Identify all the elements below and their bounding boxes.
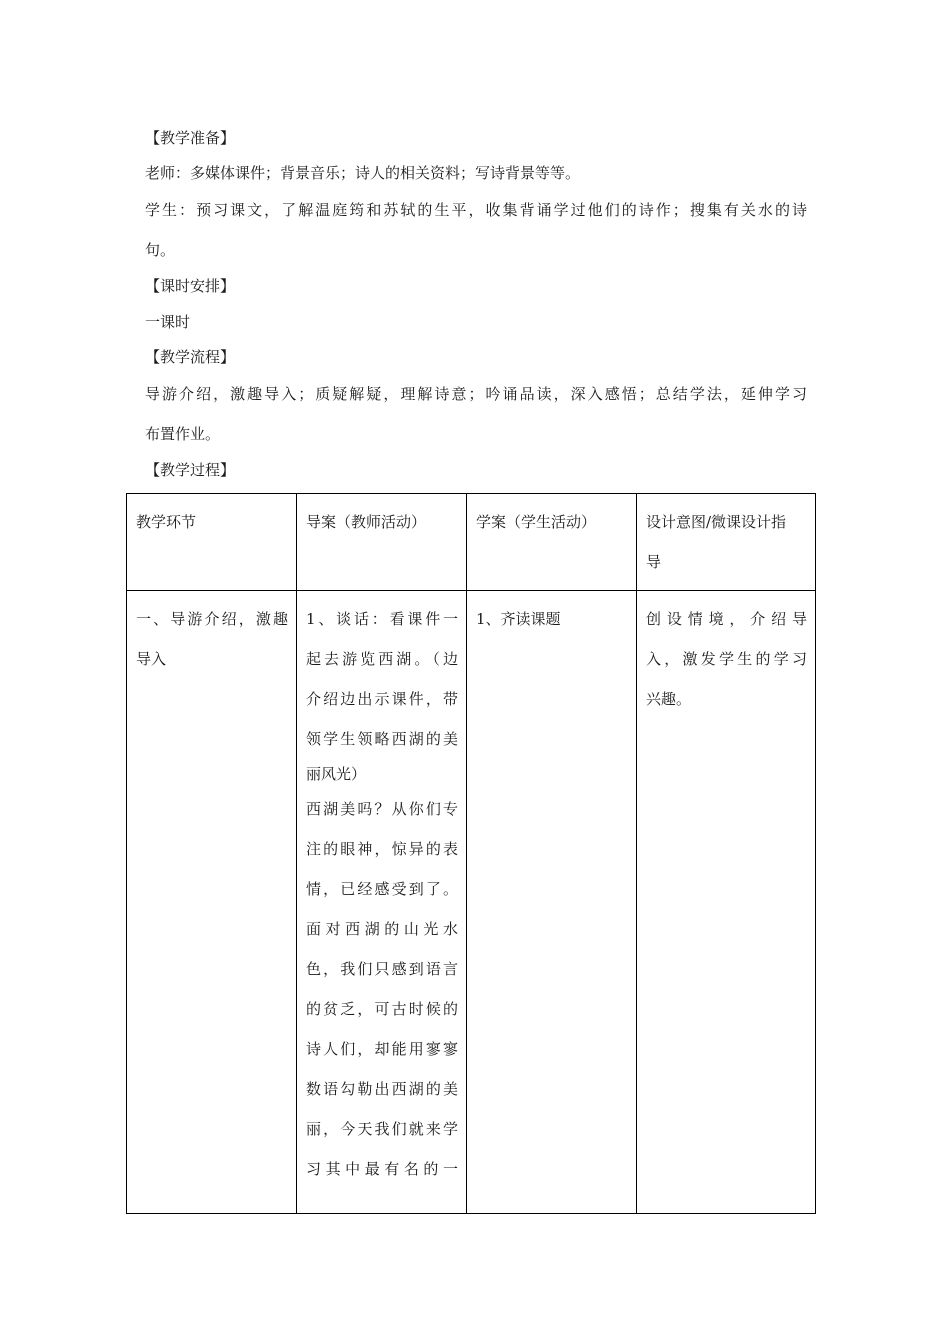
header-stage-label: 教学环节 [136, 513, 197, 531]
header-cell-stage [127, 494, 297, 591]
teacher-text-line: 起去游览西湖。（边 [306, 650, 458, 668]
teacher-text-line: 领学生领略西湖的美 [306, 730, 458, 748]
header-cell-intent [637, 494, 816, 591]
teacher-text-line: 色，我们只感到语言 [306, 960, 458, 978]
student-prep-text-line1: 学生：预习课文，了解温庭筠和苏轼的生平，收集背诵学过他们的诗作；搜集有关水的诗 [145, 201, 807, 219]
table-header-row [127, 494, 816, 591]
teacher-text-line: 介绍边出示课件，带 [306, 690, 458, 708]
student-prep-text-line2: 句。 [145, 241, 176, 259]
teacher-text-line: 数语勾勒出西湖的美 [306, 1080, 458, 1098]
header-intent-label-line1: 设计意图/微课设计指 [646, 513, 787, 531]
teacher-text-line: 习其中最有名的一 [306, 1160, 458, 1178]
table-row [127, 591, 816, 1214]
intent-text-line: 创设情境，介绍导 [646, 610, 807, 628]
student-activity-cell [467, 591, 637, 1214]
stage-cell [127, 591, 297, 1214]
process-heading: 【教学过程】 [145, 461, 236, 479]
teaching-process-table [126, 493, 816, 1214]
header-intent-label-line2: 导 [646, 553, 662, 571]
intent-text-line: 入，激发学生的学习 [646, 650, 807, 668]
teacher-text-line: 情，已经感受到了。 [306, 880, 458, 898]
teacher-text-line: 丽，今天我们就来学 [306, 1120, 458, 1138]
header-teacher-label: 导案（教师活动） [306, 513, 427, 531]
flow-text-line2: 布置作业。 [145, 425, 221, 443]
flow-heading: 【教学流程】 [145, 348, 236, 366]
teacher-text-line: 1、谈话：看课件一 [306, 610, 458, 628]
teacher-prep-text: 老师：多媒体课件；背景音乐；诗人的相关资料；写诗背景等等。 [145, 164, 581, 182]
teacher-text-line: 诗人们，却能用寥寥 [306, 1040, 458, 1058]
prep-heading: 【教学准备】 [145, 129, 236, 147]
header-cell-student [467, 494, 637, 591]
header-student-label: 学案（学生活动） [476, 513, 597, 531]
schedule-heading: 【课时安排】 [145, 277, 236, 295]
intent-text-line: 兴趣。 [646, 690, 692, 708]
teacher-activity-cell [297, 591, 467, 1214]
stage-text-line: 导入 [136, 650, 167, 668]
stage-text-line: 一、导游介绍，激趣 [136, 610, 288, 628]
header-cell-teacher [297, 494, 467, 591]
student-text-line: 1、齐读课题 [476, 610, 561, 628]
design-intent-cell [637, 591, 816, 1214]
teacher-text-line: 注的眼神，惊异的表 [306, 840, 458, 858]
schedule-text: 一课时 [145, 313, 191, 331]
teacher-text-line: 面对西湖的山光水 [306, 920, 458, 938]
teacher-text-line: 的贫乏，可古时候的 [306, 1000, 458, 1018]
teacher-text-line: 丽风光） [306, 765, 367, 783]
teacher-text-line: 西湖美吗？从你们专 [306, 800, 458, 818]
flow-text-line1: 导游介绍，激趣导入；质疑解疑，理解诗意；吟诵品读，深入感悟；总结学法，延伸学习 [145, 385, 807, 403]
